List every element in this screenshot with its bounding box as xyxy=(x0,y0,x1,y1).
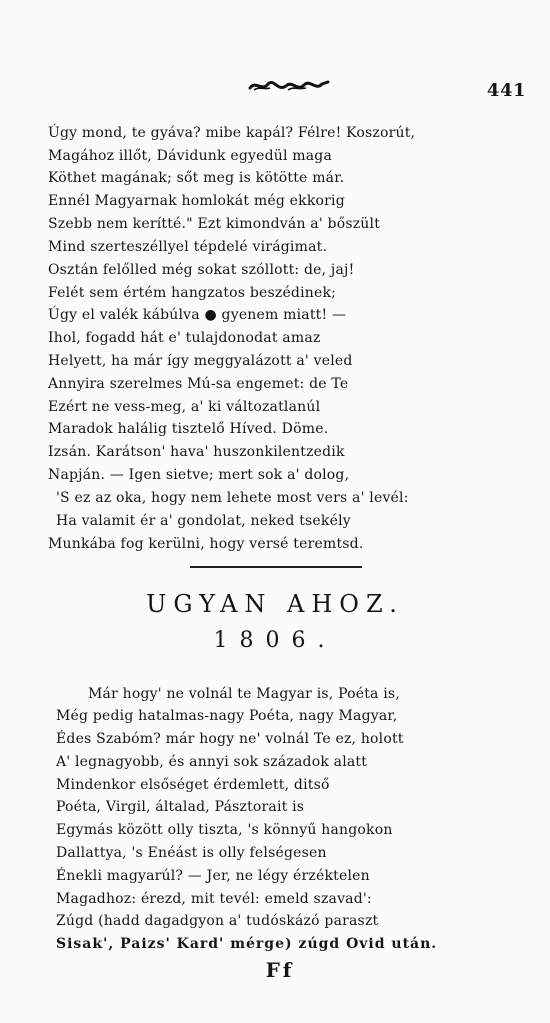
text-line: Izsán. Karátson' hava' huszonkilentzedik xyxy=(48,444,345,460)
text-line: Napján. — Igen sietve; mert sok a' dolog, xyxy=(48,467,350,483)
poem-line: Énekli magyarúl? — Jer, ne légy érzéktelen xyxy=(56,868,370,884)
text-line: Szebb nem kerítté." Ezt kimondván a' bőszült xyxy=(48,216,381,232)
poem-line: Egymás között olly tiszta, 's könnyű hangokon xyxy=(56,822,393,838)
poem-line: Dallattya, 's Enéást is olly felségesen xyxy=(56,845,327,861)
decorative-ornament-icon xyxy=(248,78,330,94)
poem-line: A' legnagyobb, és annyi sok századok alatt xyxy=(56,754,368,770)
poem-line: Zúgd (hadd dagadgyon a' tudóskázó paraszt xyxy=(56,913,379,929)
printer-signature: Ff xyxy=(265,958,295,982)
poem-line: Mindenkor elsőséget érdemlett, ditső xyxy=(56,777,330,793)
poem-line: Már hogy' ne volnál te Magyar is, Poéta is, xyxy=(88,686,400,702)
text-line: Ha valamit ér a' gondolat, neked tsekély xyxy=(56,513,351,529)
text-line: 'S ez az oka, hogy nem lehete most vers a' levél: xyxy=(56,490,409,506)
poem-line: Még pedig hatalmas-nagy Poéta, nagy Magyar, xyxy=(56,708,398,724)
text-line: Ezért ne vess-meg, a' ki változatlanúl xyxy=(48,399,321,415)
poem-year: 1806. xyxy=(213,628,337,653)
section-divider xyxy=(190,566,362,568)
text-line: Ihol, fogadd hát e' tulajdonodat amaz xyxy=(48,330,321,346)
text-line: Osztán felőlled még sokat szóllott: de, jaj! xyxy=(48,262,355,278)
text-line: Úgy mond, te gyáva? mibe kapál? Félre! Koszorút, xyxy=(48,125,416,141)
text-line: Magához illőt, Dávidunk egyedül maga xyxy=(48,148,333,164)
text-line: Maradok halálig tisztelő Híved. Döme. xyxy=(48,421,329,437)
text-line: Ennél Magyarnak homlokát még ekkorig xyxy=(48,193,345,209)
text-line: Munkába fog kerülni, hogy versé teremtsd. xyxy=(48,536,364,552)
poem-line: Magadhoz: érezd, mit tevél: emeld szavad': xyxy=(56,891,372,907)
text-line: Felét sem értém hangzatos beszédinek; xyxy=(48,285,337,301)
text-line: Köthet magának; sőt meg is kötötte már. xyxy=(48,170,345,186)
text-line: Annyira szerelmes Mú-sa engemet: de Te xyxy=(48,376,349,392)
poem-title: UGYAN AHOZ. xyxy=(146,590,404,618)
text-line: Helyett, ha már így meggyalázott a' veled xyxy=(48,353,353,369)
poem-line: Édes Szabóm? már hogy ne' volnál Te ez, holott xyxy=(56,731,404,747)
poem-line: Poéta, Virgil, általad, Pásztorait is xyxy=(56,799,305,815)
page-number: 441 xyxy=(486,80,526,101)
poem-line: Sisak', Paizs' Kard' mérge) zúgd Ovid után. xyxy=(56,936,438,952)
text-line: Úgy el valék kábúlva ● gyenem miatt! — xyxy=(48,307,347,323)
text-line: Mind szerteszéllyel tépdelé virágimat. xyxy=(48,239,328,255)
